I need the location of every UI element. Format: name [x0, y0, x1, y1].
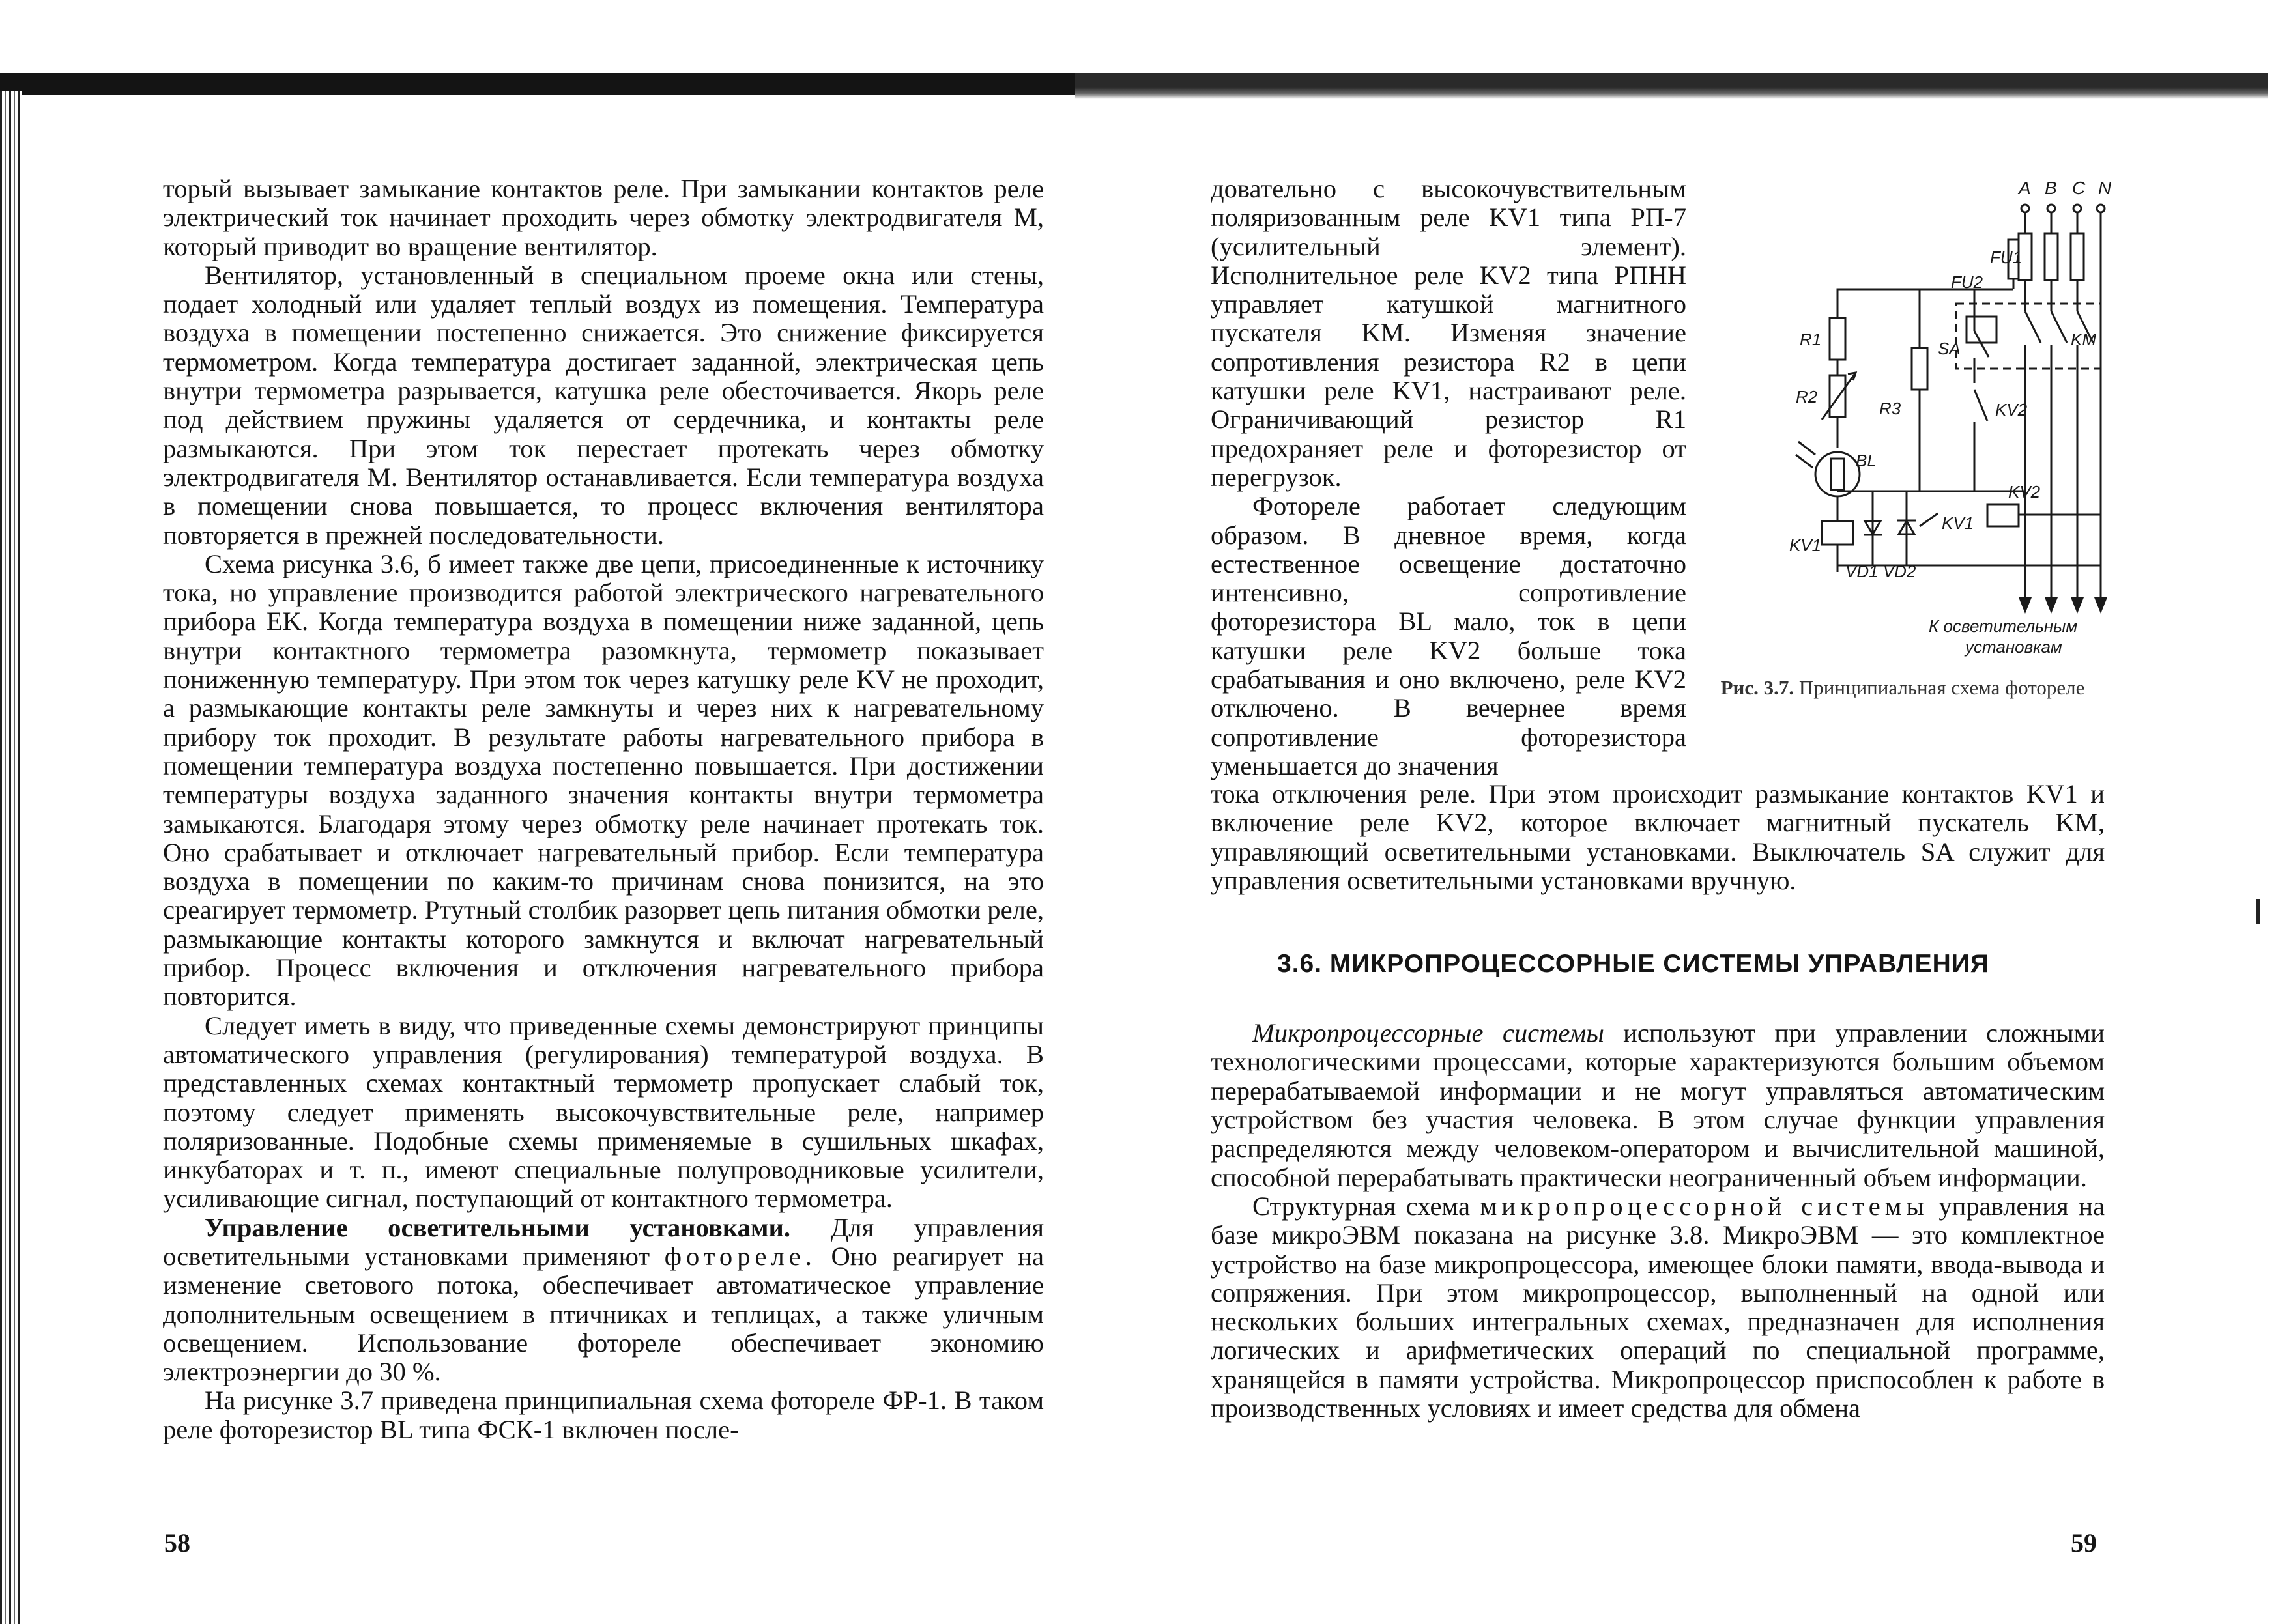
paragraph-heading: Управление осветительными установками. [205, 1212, 791, 1242]
terminal [2047, 205, 2055, 212]
starter-coil-km [1967, 317, 1996, 343]
label-r2: R2 [1796, 387, 1818, 406]
contact-kv1 [1920, 513, 1938, 526]
phase-label: A [2019, 178, 2031, 198]
paragraph: Следует иметь в виду, что приведенные схемы демонстрируют принципы автоматического управления (регулирования) температурой воздуха. В представленных схемах контактный термометр пропускает слабый ток, поэтому следует применять высокочувствительные реле, например поляризованные. Подобные схемы применяемые в сушильных шкафах, инкубаторах и т. п., имеют специальные полупроводниковые усилители, усиливающие сигнал, поступающий от контактного термометра. [163, 1010, 1044, 1214]
right-page [1211, 174, 2112, 1423]
paragraph-photorelay [163, 1214, 1044, 1387]
relay-coil-kv1 [1822, 521, 1853, 545]
paragraph: Схема рисунка 3.6, б имеет также две цепи, присоединенные к источнику тока, но управление производится работой электрического нагревательного прибора EK. Когда температура воздуха в помещении ниже заданной, цепь внутри контактного термометра разомкнута, термометр показывает пониженную температуру. При этом ток через катушку реле KV не проходит, а размыкающие контакты реле замкнуты и через них к нагревательному прибору ток проходит. В результате работы нагревательного прибора в помещении температура воздуха постепенно повышается. При достижении температуры воздуха заданного значения контакты внутри термометра замыкаются. Благодаря этому через обмотку реле начинает протекать ток. Оно срабатывает и отключает нагревательный прибор. Если температура воздуха в помещении по каким-то причинам снова понизится, на это среагирует термометр. Ртутный столбик разорвет цепь питания обмотки реле, размыкающие контакты которого замкнутся и включат нагревательный прибор. Процесс включения и отключения нагревательного прибора повторится. [163, 548, 1044, 1012]
label-fu2: FU2 [1951, 272, 1983, 292]
label-kv1-coil: KV1 [1789, 535, 1822, 555]
label-kv2-contact: KV2 [1995, 400, 2028, 420]
terminal [2073, 205, 2081, 212]
text-run: управления на базе микроЭВМ показана на рисунке 3.8. МикроЭВМ — это комплектное устройство на базе микропроцессора, имеющее блоки памяти, ввода-вывода и сопряжения. При этом микропроцессор, выполненный на одной или нескольких больших интегральных схемах, предназначен для исполнения логических и арифметических операций по специальной программе, хранящейся в памяти устройства. Микропроцессор приспособлен к работе в производственных условиях и имеет средства для обмена [1211, 1191, 2105, 1423]
italic-term: Микропроцессорные системы [1252, 1018, 1604, 1048]
page-number-right: 59 [2071, 1528, 2097, 1558]
paragraph: Вентилятор, установленный в специальном проеме окна или стены, подает холодный или удаляет теплый воздух из помещения. Температура воздуха в помещении постепенно снижается. Это снижение фиксируется термометром. Когда температура достигает заданной, электрическая цепь внутри термометра разрывается, катушка реле обесточивается. Якорь реле под действием пружины удаляется от сердечника, и контакты реле размыкаются. При этом ток перестает протекать через обмотку электродвигателя M. Вентилятор останавливается. Если температура воздуха в помещении снова повышается, то процесс включения вентилятора повторяется в прежней последовательности. [163, 260, 1044, 550]
text-run: Структурная схема [1252, 1191, 1480, 1221]
phase-label: N [2098, 178, 2112, 198]
book-binding-edge [0, 91, 22, 1624]
label-vd: VD1 VD2 [1845, 562, 1916, 581]
paragraph [1211, 1192, 2105, 1423]
label-kv1-contact: KV1 [1942, 513, 1974, 533]
text-run: Для управления осветительными установками применяют [163, 1212, 1045, 1271]
label-sa: SA [1938, 339, 1961, 358]
fuse [2071, 233, 2084, 280]
label-bl: BL [1856, 451, 1877, 470]
text-run: используют при управлении сложными технологическими процессами, которые характеризуются большим объемом перерабатываемой информации и не могут управляться автоматическим устройством без участия человека. В этом случае функции управления распределяются между человеком-оператором и вычислительной машиной, способной перерабатывать практически неограниченный объем информации. [1211, 1018, 2105, 1192]
figure-caption [1701, 676, 2105, 700]
figure-caption-number: Рис. 3.7. [1720, 676, 1794, 699]
scan-edge-mark [2256, 899, 2260, 924]
fuse [2045, 233, 2058, 280]
left-page [163, 175, 1044, 1444]
paragraph: торый вызывает замыкание контактов реле. При замыкании контактов реле электрический ток начинает проходить через обмотку электродвигателя M, который приводит во вращение вентилятор. [163, 174, 1044, 261]
label-r3: R3 [1879, 399, 1901, 418]
paragraph: довательно с высокочувствительным поляризованным реле KV1 типа РП-7 (усилительный элемент). Исполнительное реле KV2 типа РПНН управляет катушкой магнитного пускателя KM. Изменяя значение сопротивления резистора R2 в цепи катушки реле KV1, настраивают реле. Ограничивающий резистор R1 предохраняет реле и фоторезистор от перегрузок. [1211, 174, 1686, 492]
terminal [2097, 205, 2105, 212]
spaced-term: микропроцессорной системы [1480, 1191, 1929, 1221]
resistor-r2 [1830, 375, 1845, 417]
spaced-term: фотореле. [664, 1241, 816, 1271]
label-r1: R1 [1800, 330, 1822, 349]
label-outputs: К осветительным [1929, 616, 2078, 636]
paragraph: Фотореле работает следующим образом. В дневное время, когда естественное освещение достаточно интенсивно, сопротивление фоторезистора BL мало, ток в цепи катушки реле KV2 больше тока срабатывания и оно включено, реле KV2 отключено. В вечернее время сопротивление фоторезистора уменьшается до значения [1211, 491, 1686, 780]
phase-label: B [2045, 178, 2057, 198]
label-kv2-coil: KV2 [2008, 482, 2041, 502]
circuit-diagram [1701, 175, 2112, 670]
label-fu1: FU1 [1990, 248, 2023, 267]
scan-top-shadow-fade [1075, 73, 2268, 99]
scan-top-margin [0, 0, 2291, 81]
contact-kv2 [1974, 390, 1987, 421]
wrapped-text-column [1211, 175, 1686, 780]
section-title: 3.6. МИКРОПРОЦЕССОРНЫЕ СИСТЕМЫ УПРАВЛЕНИЯ [1277, 950, 1989, 978]
text-run: Оно реагирует на изменение светового потока, обеспечивает автоматическое управление дополнительным освещением в птичниках и теплицах, а также уличным освещением. Использование фотореле обеспечивает экономию электроэнергии до 30 %. [163, 1241, 1044, 1387]
figure-caption-text: Принципиальная схема фотореле [1798, 676, 2085, 699]
page-number-left: 58 [164, 1528, 190, 1558]
right-page-body [1211, 780, 2105, 1423]
relay-coil-kv2 [1987, 504, 2019, 526]
label-outputs: установкам [1965, 637, 2062, 657]
figure-photorelay-schematic [1701, 175, 2112, 748]
resistor-r3 [1912, 348, 1927, 390]
resistor-r1 [1830, 318, 1845, 360]
paragraph: На рисунке 3.7 приведена принципиальная схема фотореле ФР-1. В таком реле фоторезистор BL типа ФСК-1 включен после- [163, 1386, 1044, 1444]
label-km: KM [2071, 330, 2096, 349]
terminal [2021, 205, 2029, 212]
variable-arrow [1822, 373, 1856, 420]
paragraph [1211, 1019, 2105, 1192]
paragraph: тока отключения реле. При этом происходит размыкание контактов KV1 и включение реле KV2, которое включает магнитный пускатель KM, управляющий осветительными установками. Выключатель SA служит для управления осветительными установками вручную. [1211, 779, 2105, 895]
switch-sa [1974, 331, 1989, 357]
phase-label: C [2072, 178, 2086, 198]
